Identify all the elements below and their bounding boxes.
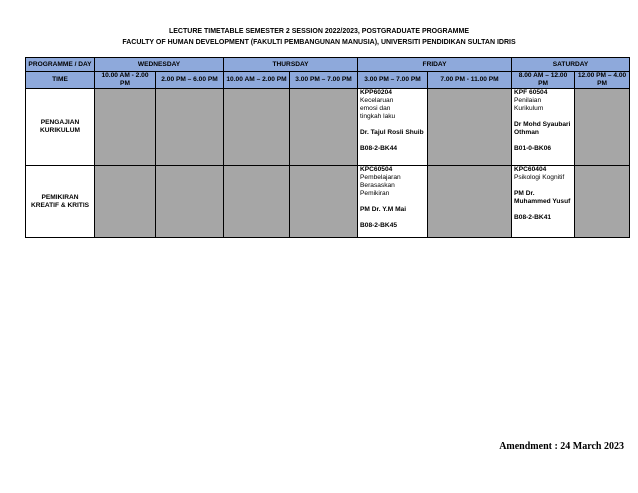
course-name-line: Psikologi Kognitif <box>514 174 565 181</box>
empty-slot <box>290 89 358 166</box>
room-code: B01-0-BK06 <box>514 145 552 152</box>
empty-slot <box>95 89 156 166</box>
table-row <box>26 89 630 166</box>
course-name-line: emosi dan <box>360 105 391 112</box>
time-slot: 7.00 PM - 11.00 PM <box>428 72 512 89</box>
empty-slot <box>95 166 156 238</box>
day-header-friday: FRIDAY <box>358 58 512 72</box>
time-header: TIME <box>26 72 95 89</box>
course-name-line: Pemikiran <box>360 190 390 197</box>
programme-name: PEMIKIRAN KREATIF & KRITIS <box>26 166 95 238</box>
time-slot: 2.00 PM – 6.00 PM <box>156 72 224 89</box>
day-header-thursday: THURSDAY <box>224 58 358 72</box>
lecturer-name: Dr. Tajul Rosli Shuib <box>360 129 424 136</box>
course-code: KPC60404 <box>514 166 547 173</box>
timetable-title: LECTURE TIMETABLE SEMESTER 2 SESSION 2022/2023, POSTGRADUATE PROGRAMME <box>168 28 469 35</box>
empty-slot <box>428 89 512 166</box>
programme-name: PENGAJIAN KURIKULUM <box>26 89 95 166</box>
faculty-title: FACULTY OF HUMAN DEVELOPMENT (FAKULTI PEMBANGUNAN MANUSIA), UNIVERSITI PENDIDIKAN SULTAN IDRIS <box>122 39 516 46</box>
room-code: B08-2-BK41 <box>514 214 552 221</box>
timetable <box>25 57 630 238</box>
table-row <box>26 166 630 238</box>
course-name-line: Berasaskan <box>360 182 395 189</box>
class-cell-saturday <box>512 89 575 166</box>
class-cell-saturday <box>512 166 575 238</box>
time-slot: 3.00 PM – 7.00 PM <box>358 72 428 89</box>
empty-slot <box>156 166 224 238</box>
room-code: B08-2-BK44 <box>360 145 398 152</box>
class-cell-friday <box>358 166 428 238</box>
lecturer-name: PM Dr. Y.M Mai <box>360 206 407 213</box>
lecturer-name: PM Dr. Muhammed Yusuf <box>514 190 571 205</box>
programme-day-header: PROGRAMME / DAY <box>26 58 95 72</box>
time-slot: 8.00 AM – 12.00 PM <box>512 72 575 89</box>
course-code: KPF 60504 <box>514 89 548 96</box>
course-code: KPC60504 <box>360 166 393 173</box>
room-code: B08-2-BK45 <box>360 222 398 229</box>
empty-slot <box>575 89 630 166</box>
empty-slot <box>224 166 290 238</box>
empty-slot <box>428 166 512 238</box>
time-slot: 10.00 AM – 2.00 PM <box>224 72 290 89</box>
course-name-line: Kurikulum <box>514 105 544 112</box>
lecturer-name: Dr Mohd Syaubari Othman <box>514 121 571 136</box>
day-header-saturday: SATURDAY <box>512 58 630 72</box>
time-slot: 3.00 PM – 7.00 PM <box>290 72 358 89</box>
class-cell-friday <box>358 89 428 166</box>
course-name-line: Kecelaruan <box>360 97 394 104</box>
course-name-line: Penilaian <box>514 97 542 104</box>
empty-slot <box>290 166 358 238</box>
time-slot: 10.00 AM - 2.00 PM <box>95 72 156 89</box>
time-slot: 12.00 PM – 4.00 PM <box>575 72 630 89</box>
empty-slot <box>575 166 630 238</box>
empty-slot <box>156 89 224 166</box>
empty-slot <box>224 89 290 166</box>
course-name-line: Pembelajaran <box>360 174 401 181</box>
course-code: KPP60204 <box>360 89 392 96</box>
day-header-wednesday: WEDNESDAY <box>95 58 224 72</box>
amendment-note: Amendment : 24 March 2023 <box>499 441 624 452</box>
course-name-line: tingkah laku <box>360 113 396 120</box>
